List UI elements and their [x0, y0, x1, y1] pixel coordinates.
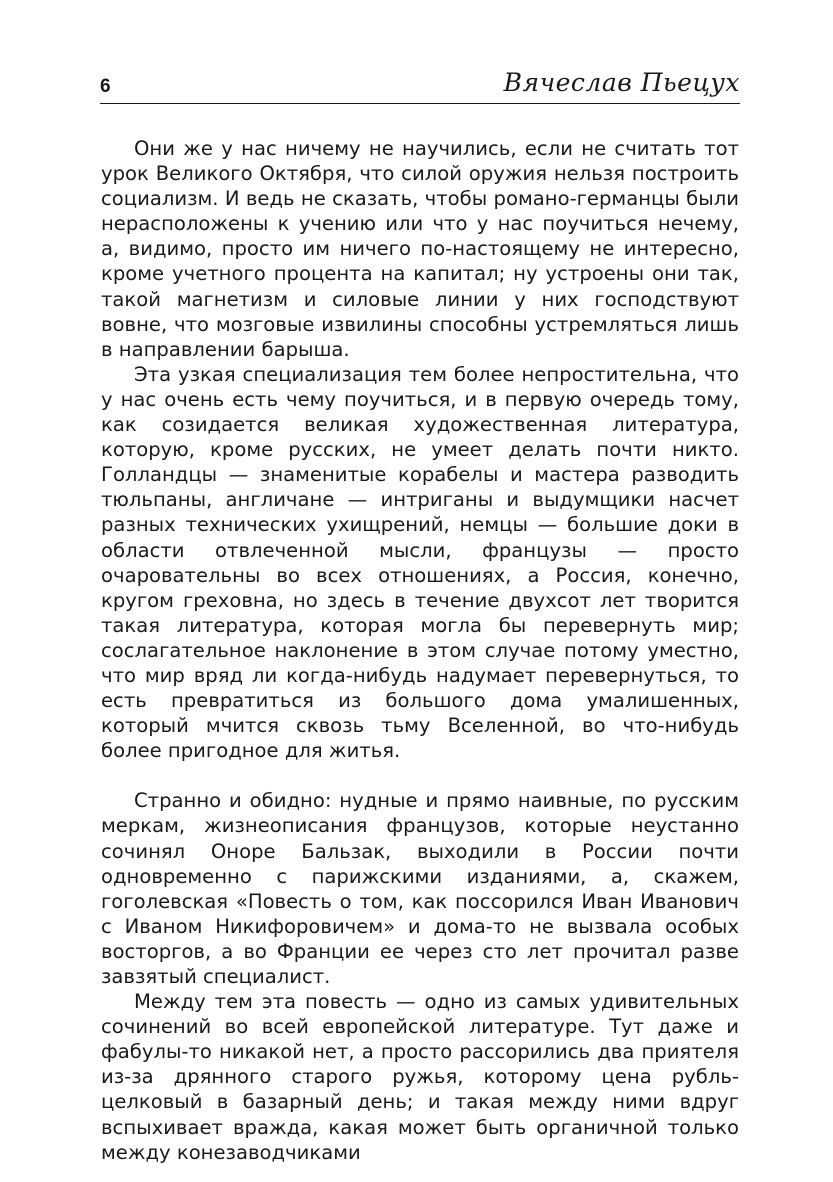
running-head-author: Вячеслав Пьецух [503, 68, 740, 97]
page-number: 6 [100, 76, 111, 97]
paragraph: Между тем эта повесть — одно из самых удивительных сочинений во всей европейской литературе. Тут даже и фабулы-то никакой нет, а просто рассорились два приятеля из-за дрянного старого ружья, которому цена рубль-целковый в базарный день; и такая между ними вдруг вспыхивает вражда, какая может быть органичной только между конезаводчиками [101, 990, 739, 1164]
body-text [101, 136, 739, 1165]
header-rule [100, 103, 740, 104]
paragraph: Странно и обидно: нудные и прямо наивные, по русским меркам, жизнеописания французов, которые неустанно сочинял Оноре Бальзак, выходили в России почти одновременно с парижскими изданиями, а, скажем, гоголевская «Повесть о том, как поссорился Иван Иванович с Иваном Никифоровичем» и дома-то не вызвала особых восторгов, а во Франции ее через сто лет прочитал разве завзятый специалист. [101, 789, 739, 988]
paragraph: Они же у нас ничему не научились, если не считать тот урок Великого Октября, что силой оружия нельзя построить социализм. И ведь не сказать, чтобы романо-германцы были нерасположены к учению или что у нас поучиться нечему, а, видимо, просто им ничего по-настоящему не интересно, кроме учетного процента на капитал; ну устроены они так, такой магнетизм и силовые линии у них господствуют вовне, что мозговые извилины способны устремляться лишь в направлении барыша. [101, 137, 739, 361]
page-header [100, 66, 740, 106]
paragraph: Эта узкая специализация тем более непростительна, что у нас очень есть чему поучиться, и в первую очередь тому, как созидается великая художественная литература, которую, кроме русских, не умеет делать почти никто. Голландцы — знаменитые корабелы и мастера разводить тюльпаны, англичане — интриганы и выдумщики насчет разных технических ухищрений, немцы — большие доки в области отвлеченной мысли, французы — просто очаровательны во всех отношениях, а Россия, конечно, кругом греховна, но здесь в течение двухсот лет творится такая литература, которая могла бы перевернуть мир; сослагательное наклонение в этом случае потому уместно, что мир вряд ли когда-нибудь надумает перевернуться, то есть превратиться из большого дома умалишенных, который мчится сквозь тьму Вселенной, во что-нибудь более пригодное для житья. [101, 362, 739, 763]
section-break [101, 763, 739, 788]
